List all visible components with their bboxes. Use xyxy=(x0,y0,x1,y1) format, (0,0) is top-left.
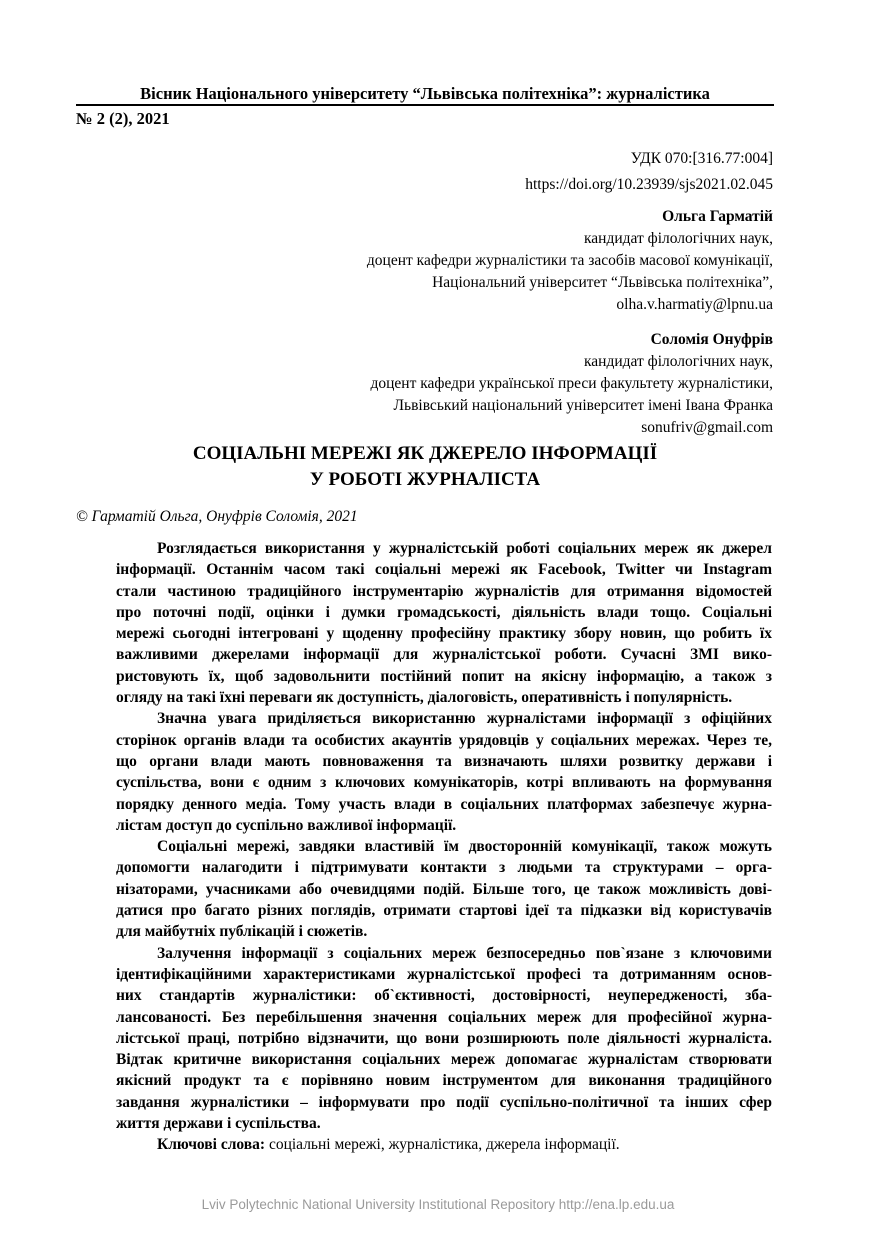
abstract-line: нізаторами, учасниками або очевидцями подій. Більше того, це також можливість дові- xyxy=(116,880,772,898)
abstract-line: інформації. Останнім часом такі соціальні мережі як Facebook, Twitter чи Instagram xyxy=(116,561,772,579)
abstract-line: стали частиною традиційного інструментарію журналістів для отримання відомостей xyxy=(116,582,772,600)
udk-code: УДК 070:[316.77:004] xyxy=(630,150,773,167)
abstract-line: Відтак критичне використання соціальних мереж допомагає журналістам створювати xyxy=(116,1051,772,1069)
title-line: У РОБОТІ ЖУРНАЛІСТА xyxy=(309,469,541,490)
abstract-line: життя держави і суспільства. xyxy=(116,1115,321,1133)
author-email[interactable]: sonufriv@gmail.com xyxy=(641,419,773,436)
abstract-line: сторінок органів влади та особистих акаунтів урядовців у соціальних мережах. Через те, xyxy=(116,731,772,749)
abstract-line: них стандартів журналістики: об`єктивності, достовірності, неупередженості, зба- xyxy=(116,987,772,1005)
keywords-label: Ключові слова: xyxy=(157,1136,266,1154)
keywords xyxy=(116,1134,772,1155)
abstract-line: ідентифікаційними характеристиками журналістської професі та дотриманням основ- xyxy=(116,965,772,983)
abstract-line: Соціальні мережі, завдяки властивій їм двосторонній комунікації, також можуть xyxy=(157,838,772,856)
abstract-line: лістської праці, потрібно відзначити, що вони розширюють поле діяльності журналіста. xyxy=(116,1029,772,1047)
author-block-1 xyxy=(367,206,773,316)
author-block-2 xyxy=(370,329,773,439)
abstract-line: якісний продукт та є порівняно новим інструментом для виконання традиційного xyxy=(116,1072,772,1090)
abstract-line: для майбутніх публікацій і сюжетів. xyxy=(116,923,368,941)
author-affiliation: Львівський національний університет імені Івана Франка xyxy=(393,397,773,414)
author-email[interactable]: olha.v.harmatiy@lpnu.ua xyxy=(616,296,773,313)
abstract-line: датися про багато різних поглядів, отримати стартові ідеї та підказки від користувачів xyxy=(116,902,772,920)
author-affiliation: Національний університет “Львівська політехніка”, xyxy=(432,274,773,291)
doi-link[interactable]: https://doi.org/10.23939/sjs2021.02.045 xyxy=(525,176,773,193)
abstract-line: що органи влади мають повноваження та визначають шляхи розвитку держави і xyxy=(116,752,772,770)
abstract-line: суспільства, вони є одним з ключових комунікаторів, котрі впливають на формування xyxy=(116,774,772,792)
abstract-line: лансованості. Без перебільшення значення соціальних мереж для професійної журна- xyxy=(116,1008,772,1026)
header-rule xyxy=(76,104,774,106)
repository-footer: Lviv Polytechnic National University Institutional Repository http://ena.lp.edu.ua xyxy=(201,1197,675,1212)
abstract-line: огляду на такі їхні переваги як доступність, діалоговість, оперативність і популярність. xyxy=(116,689,733,707)
author-degree: кандидат філологічних наук, xyxy=(584,230,773,247)
abstract-line: Значна увага приділяється використанню журналістами інформації з офіційних xyxy=(157,710,772,728)
author-name: Ольга Гарматій xyxy=(662,208,773,225)
issue-number: № 2 (2), 2021 xyxy=(76,109,170,128)
abstract-line: завдання журналістики – інформувати про події суспільно-політичної та інших сфер xyxy=(116,1093,772,1111)
abstract-line: лістам доступ до суспільно важливої інформації. xyxy=(116,816,457,834)
title-line: СОЦІАЛЬНІ МЕРЕЖІ ЯК ДЖЕРЕЛО ІНФОРМАЦІЇ xyxy=(192,443,658,464)
abstract-line: допомогти налагодити і підтримувати контакти з людьми та структурами – орга- xyxy=(116,859,772,877)
abstract-line: Залучення інформації з соціальних мереж безпосередньо пов`язане з ключовими xyxy=(157,944,772,962)
copyright: © Гарматій Ольга, Онуфрів Соломія, 2021 xyxy=(76,508,358,525)
author-position: доцент кафедри журналістики та засобів масової комунікації, xyxy=(366,252,773,269)
author-name: Соломія Онуфрів xyxy=(650,331,773,348)
journal-header: Вісник Національного університету “Львівська політехніка”: журналістика xyxy=(140,84,710,103)
abstract-line: важливими джерелами інформації для журналістської роботи. Сучасні ЗМІ вико- xyxy=(116,646,772,664)
article-title xyxy=(76,441,774,493)
abstract-line: про поточні події, оцінки і думки громадськості, діяльність влади тощо. Соціальні xyxy=(116,603,772,621)
article-meta xyxy=(525,148,773,196)
abstract-line: порядку денного медіа. Тому участь влади в соціальних платформах забезпечує журна- xyxy=(116,795,772,813)
abstract-line: ристовують їх, щоб задовольнити постійний попит на якісну інформацію, а також з xyxy=(116,667,772,685)
abstract-line: Розглядається використання у журналістській роботі соціальних мереж як джерел xyxy=(157,540,772,557)
abstract xyxy=(116,538,772,1156)
keywords-text: соціальні мережі, журналістика, джерела інформації. xyxy=(265,1136,620,1154)
author-position: доцент кафедри української преси факультету журналістики, xyxy=(370,375,773,392)
abstract-line: мережі сьогодні інтегровані у щоденну професійну практику збору новин, що робить їх xyxy=(116,625,772,643)
author-degree: кандидат філологічних наук, xyxy=(584,353,773,370)
